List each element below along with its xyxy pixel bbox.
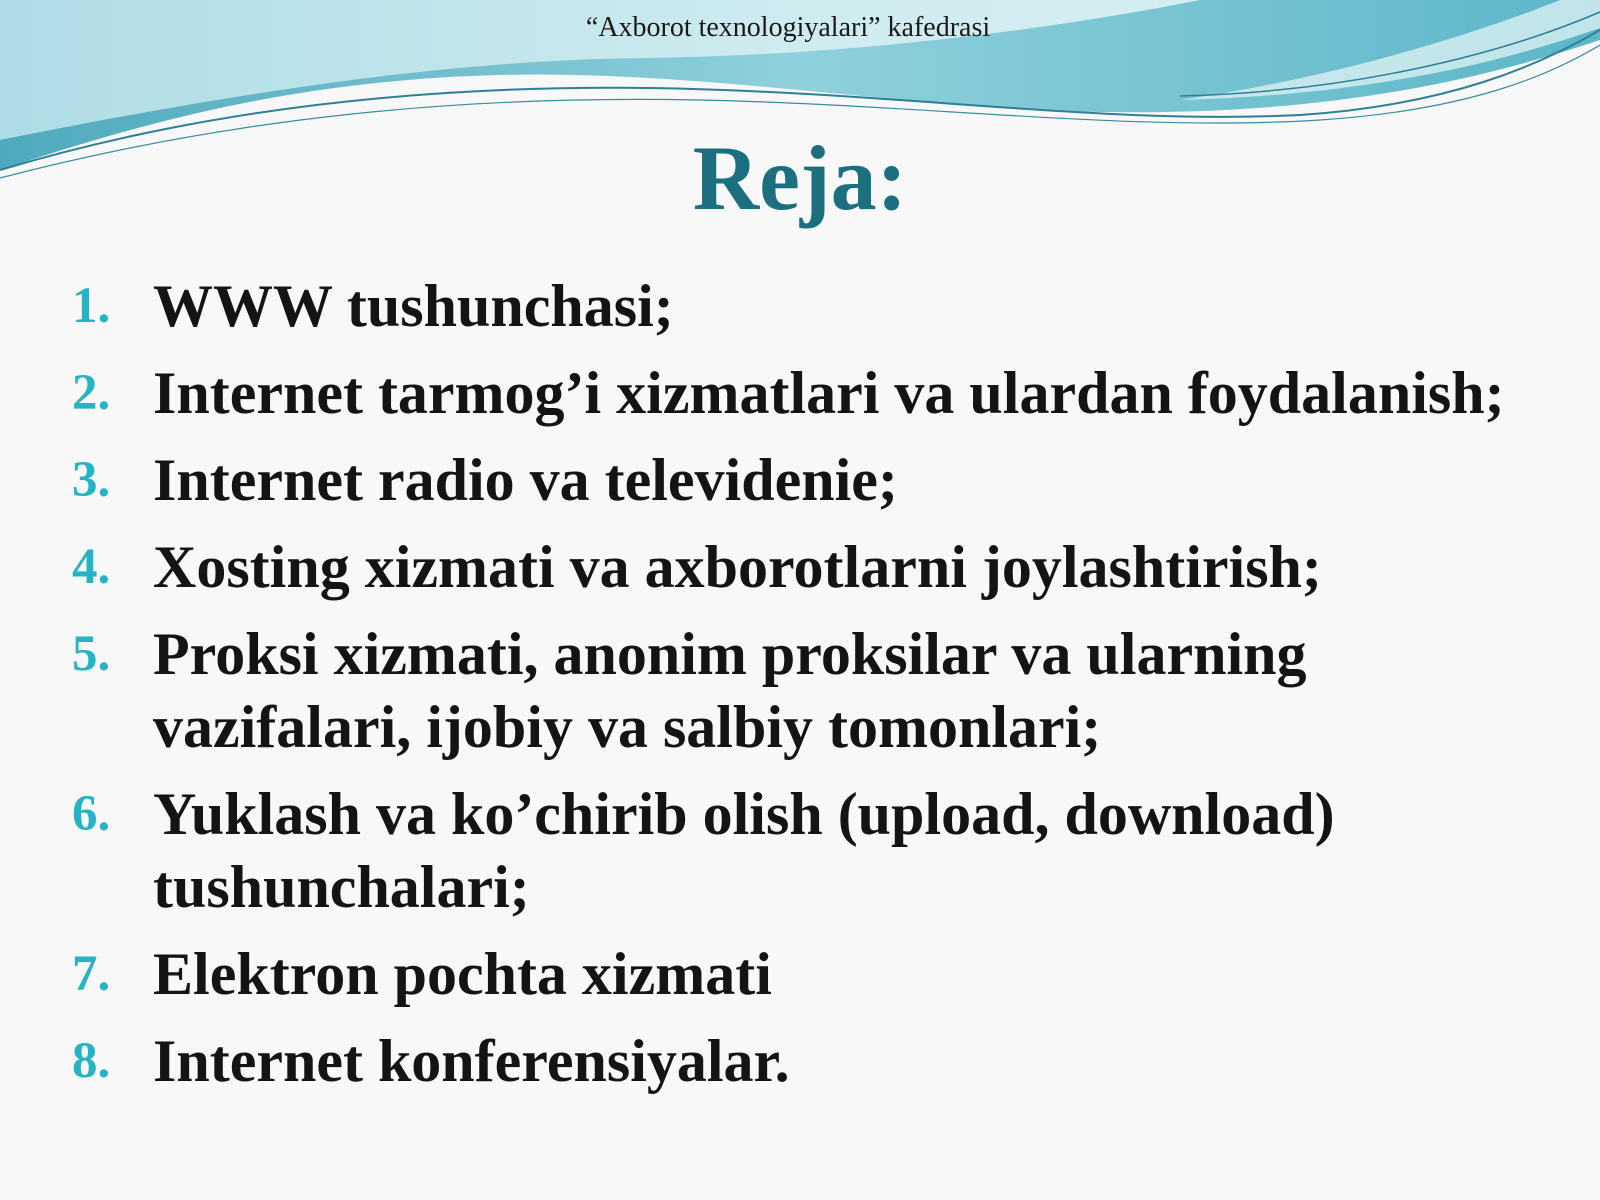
list-item-text: Internet radio va televidenie;: [153, 447, 898, 513]
list-number: 8.: [72, 1033, 111, 1089]
list-item-text: Xosting xizmati va axborotlarni joylashtirish;: [153, 534, 1322, 600]
list-item: [0, 778, 1600, 924]
list-item: [0, 618, 1600, 764]
list-item-text: Elektron pochta xizmati: [153, 941, 772, 1007]
list-number: 1.: [72, 278, 111, 334]
list-item: [0, 357, 1600, 430]
list-item-text: Yuklash va ko’chirib olish (upload, download) tushunchalari;: [153, 781, 1335, 920]
list-item: [0, 444, 1600, 517]
list-item-text: WWW tushunchasi;: [153, 273, 674, 339]
list-item-text: Internet tarmog’i xizmatlari va ulardan foydalanish;: [153, 360, 1505, 426]
list-item-text: Internet konferensiyalar.: [153, 1028, 790, 1094]
slide-title: Reja:: [692, 127, 908, 229]
list-number: 3.: [72, 452, 111, 508]
list-item: [0, 1025, 1600, 1098]
list-number: 7.: [72, 946, 111, 1002]
list-number: 6.: [72, 786, 111, 842]
list-item: [0, 531, 1600, 604]
department-header: “Axborot texnologiyalari” kafedrasi: [585, 12, 991, 43]
list-number: 5.: [72, 626, 111, 682]
list-item: [0, 270, 1600, 343]
list-number: 4.: [72, 539, 111, 595]
plan-list: [0, 270, 1600, 1112]
list-item: [0, 938, 1600, 1011]
list-number: 2.: [72, 365, 111, 421]
list-item-text: Proksi xizmati, anonim proksilar va ularning vazifalari, ijobiy va salbiy tomonlari;: [153, 621, 1307, 760]
